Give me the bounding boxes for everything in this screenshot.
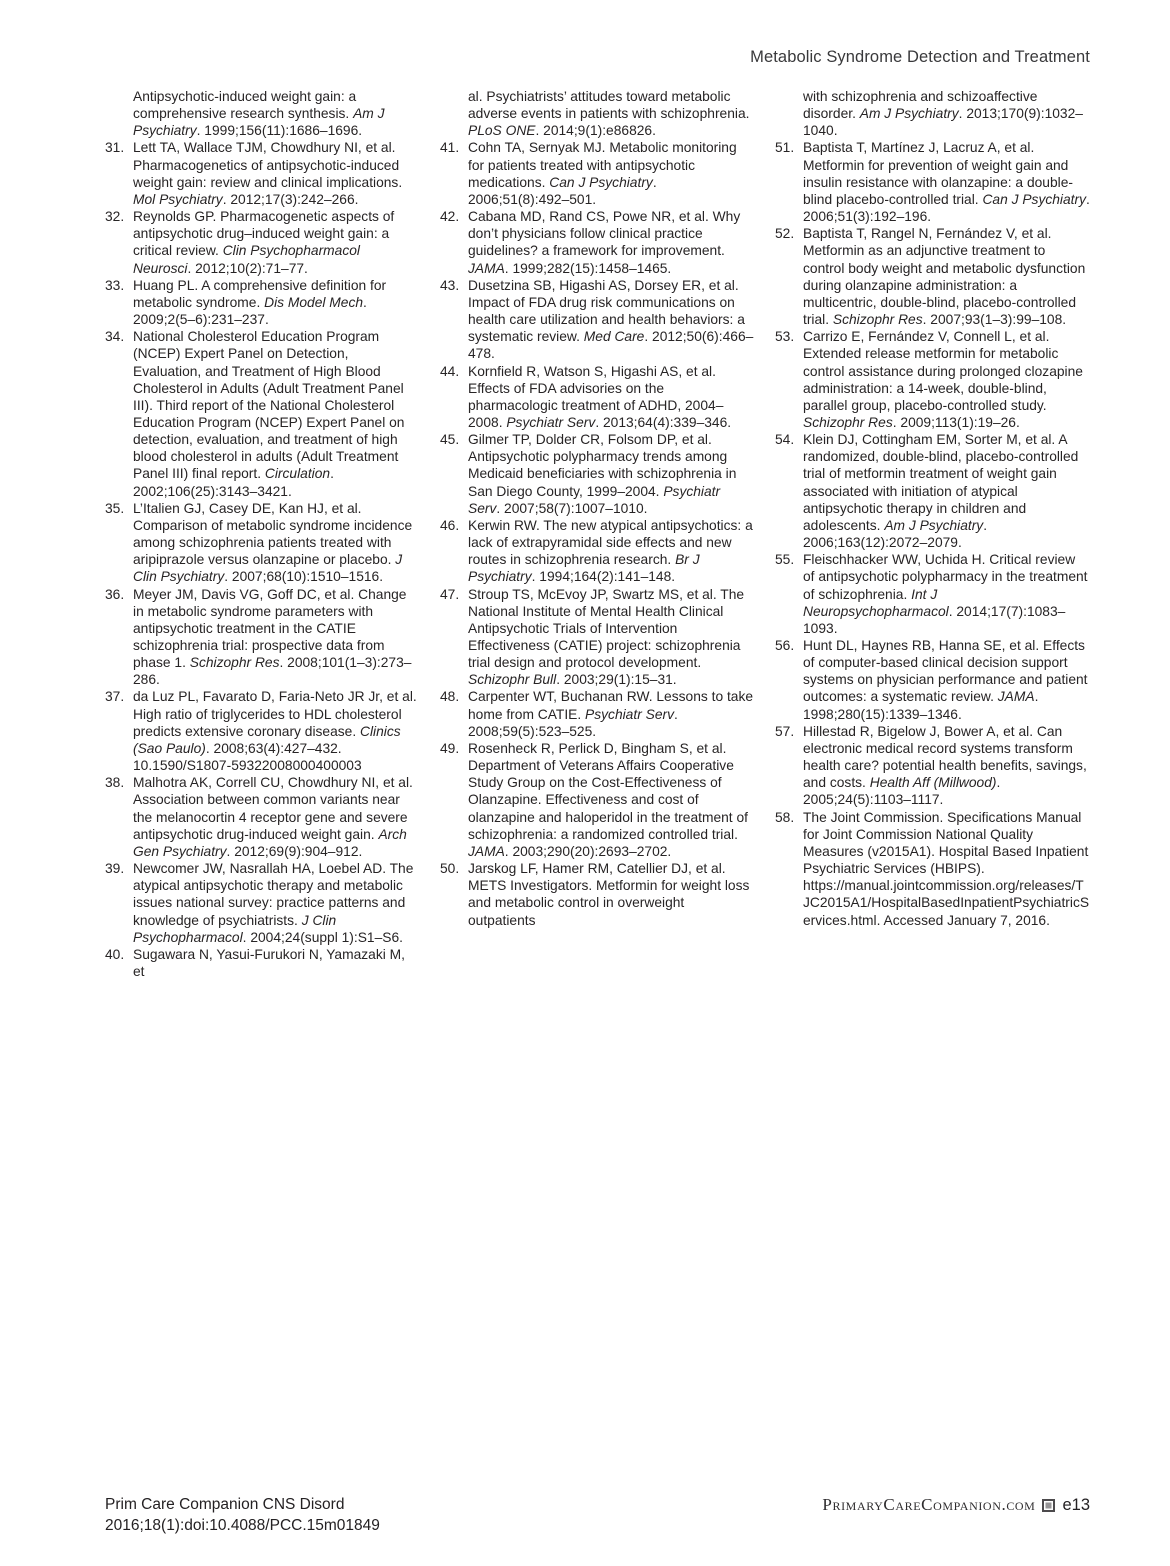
reference-number: 40.: [105, 946, 125, 962]
reference-item: [775, 139, 1090, 225]
reference-text: Hillestad R, Bigelow J, Bower A, et al. Can electronic medical record systems transform health care? potential health benefits, savings, and costs. Health Aff (Millwood). 2005;24(5):1103–1117.: [803, 723, 1087, 808]
reference-text: Meyer JM, Davis VG, Goff DC, et al. Change in metabolic syndrome parameters with antipsychotic treatment in the CATIE schizophrenia trial: prospective data from phase 1. Schizophr Res. 2008;101(1–3):273–286.: [133, 586, 412, 688]
reference-item: [775, 88, 1090, 139]
reference-number: [105, 88, 133, 139]
reference-item: [440, 277, 755, 363]
reference-number: 38.: [105, 775, 125, 791]
reference-text: Carrizo E, Fernández V, Connell L, et al. Extended release metformin for metabolic control assistance during prolonged clozapine administration: a 14-week, double-blind, parallel group, placebo-controlled study. Schizophr Res. 2009;113(1):19–26.: [803, 329, 1083, 430]
reference-item: [775, 723, 1090, 809]
references-section: [105, 88, 1090, 980]
reference-text: Newcomer JW, Nasrallah HA, Loebel AD. The atypical antipsychotic therapy and metabolic issues national survey: practice patterns and knowledge of psychiatrists. J Clin Psychopharmacol. 2004;24(suppl 1):S1–S6.: [133, 861, 414, 945]
reference-text: Reynolds GP. Pharmacogenetic aspects of antipsychotic drug–induced weight gain: a critical review. Clin Psychopharmacol Neurosci. 2012;10(2):71–77.: [133, 209, 395, 276]
reference-number: 45.: [440, 432, 460, 448]
reference-text: Rosenheck R, Perlick D, Bingham S, et al. Department of Veterans Affairs Cooperative Study Group on the Cost-Effectiveness of Olanzapine. Effectiveness and cost of olanzapine and haloperidol in the treatment of schizophrenia: a randomized controlled trial. JAMA. 2003;290(20):2693–2702.: [468, 740, 748, 859]
reference-item: [105, 208, 420, 277]
reference-item: [105, 500, 420, 586]
reference-item: [440, 860, 755, 929]
reference-item: [775, 431, 1090, 551]
references-column: [775, 88, 1090, 929]
reference-number: 41.: [440, 140, 460, 156]
reference-item: [775, 551, 1090, 637]
reference-item: [105, 88, 420, 139]
reference-item: [105, 586, 420, 689]
reference-number: 54.: [775, 432, 795, 448]
reference-item: [775, 809, 1090, 929]
reference-text: Huang PL. A comprehensive definition for metabolic syndrome. Dis Model Mech. 2009;2(5–6):231–237.: [133, 277, 387, 328]
reference-text: Baptista T, Martínez J, Lacruz A, et al. Metformin for prevention of weight gain and insulin resistance with olanzapine: a double-blind placebo-controlled trial. Can J Psychiatry. 2006;51(3):192–196.: [803, 140, 1090, 225]
footer-journal-doi: 2016;18(1):doi:10.4088/PCC.15m01849: [105, 1517, 380, 1534]
reference-item: [440, 688, 755, 739]
reference-number: [440, 88, 468, 139]
reference-number: 31.: [105, 140, 125, 156]
reference-text: Kerwin RW. The new atypical antipsychotics: a lack of extrapyramidal side effects and new routes in schizophrenia research. Br J Psychiatry. 1994;164(2):141–148.: [468, 517, 753, 585]
reference-number: 50.: [440, 861, 460, 877]
reference-number: 49.: [440, 740, 460, 756]
reference-text: L’Italien GJ, Casey DE, Kan HJ, et al. Comparison of metabolic syndrome incidence among schizophrenia patients treated with aripiprazole versus olanzapine or placebo. J Clin Psychiatry. 2007;68(10):1510–1516.: [133, 500, 413, 585]
reference-number: [775, 88, 803, 139]
reference-item: [440, 139, 755, 208]
reference-text: al. Psychiatrists’ attitudes toward metabolic adverse events in patients with schizophrenia. PLoS ONE. 2014;9(1):e86826.: [468, 89, 750, 139]
running-head-title: Metabolic Syndrome Detection and Treatment: [750, 48, 1090, 66]
reference-text: Stroup TS, McEvoy JP, Swartz MS, et al. The National Institute of Mental Health Clinical Antipsychotic Trials of Intervention Effectiveness (CATIE) project: schizophrenia trial design and protocol development. Schizophr Bull. 2003;29(1):15–31.: [468, 586, 745, 688]
reference-number: 43.: [440, 277, 460, 293]
reference-number: 51.: [775, 140, 795, 156]
reference-number: 48.: [440, 689, 460, 705]
filled-square-icon: [1042, 1499, 1055, 1512]
reference-item: [775, 637, 1090, 723]
reference-text: Sugawara N, Yasui-Furukori N, Yamazaki M, et: [133, 946, 405, 979]
reference-number: 34.: [105, 329, 125, 345]
reference-item: [775, 225, 1090, 328]
reference-number: 53.: [775, 329, 795, 345]
reference-item: [440, 517, 755, 586]
reference-item: [105, 774, 420, 860]
reference-text: Fleischhacker WW, Uchida H. Critical review of antipsychotic polypharmacy in the treatment of schizophrenia. Int J Neuropsychopharmacol. 2014;17(7):1083–1093.: [803, 552, 1088, 636]
reference-text: Lett TA, Wallace TJM, Chowdhury NI, et al. Pharmacogenetics of antipsychotic-induced weight gain: review and clinical implications. Mol Psychiatry. 2012;17(3):242–266.: [133, 140, 403, 207]
reference-number: 44.: [440, 363, 460, 379]
footer-journal-citation: [105, 1494, 380, 1536]
reference-text: with schizophrenia and schizoaffective disorder. Am J Psychiatry. 2013;170(9):1032–1040.: [803, 89, 1083, 139]
reference-number: 37.: [105, 689, 125, 705]
reference-text: Dusetzina SB, Higashi AS, Dorsey ER, et al. Impact of FDA drug risk communications on health care utilization and health behaviors: a systematic review. Med Care. 2012;50(6):466–478.: [468, 277, 754, 362]
reference-number: 56.: [775, 638, 795, 653]
reference-number: 58.: [775, 809, 795, 825]
reference-text: National Cholesterol Education Program (NCEP) Expert Panel on Detection, Evaluation, and Treatment of High Blood Cholesterol in Adults (Adult Treatment Panel III). Third report of the National Cholesterol Education Program (NCEP) Expert Panel on detection, evaluation, and treatment of high blood cholesterol in adults (Adult Treatment Panel III) final report. Circulation. 2002;106(25):3143–3421.: [133, 329, 405, 499]
reference-item: [105, 688, 420, 774]
reference-text: Baptista T, Rangel N, Fernández V, et al. Metformin as an adjunctive treatment to control body weight and metabolic dysfunction during olanzapine administration: a multicentric, double-blind, placebo-controlled trial. Schizophr Res. 2007;93(1–3):99–108.: [803, 226, 1086, 328]
reference-text: Hunt DL, Haynes RB, Hanna SE, et al. Effects of computer-based clinical decision support systems on physician performance and patient outcomes: a systematic review. JAMA. 1998;280(15):1339–1346.: [803, 638, 1088, 722]
reference-item: [105, 860, 420, 946]
reference-number: 32.: [105, 209, 125, 225]
reference-item: [440, 586, 755, 689]
reference-item: [440, 88, 755, 139]
reference-number: 36.: [105, 586, 125, 602]
reference-number: 46.: [440, 517, 460, 533]
references-column: [105, 88, 420, 980]
reference-text: Klein DJ, Cottingham EM, Sorter M, et al. A randomized, double-blind, placebo-controlled trial of metformin treatment of weight gain associated with initiation of atypical antipsychotic therapy in children and adolescents. Am J Psychiatry. 2006;163(12):2072–2079.: [803, 432, 1079, 551]
reference-text: Cohn TA, Sernyak MJ. Metabolic monitoring for patients treated with antipsychotic medications. Can J Psychiatry. 2006;51(8):492–501.: [468, 140, 737, 207]
reference-number: 35.: [105, 500, 125, 516]
footer-site-name: PrimaryCareCompanion.com: [822, 1495, 1036, 1514]
footer-journal-name: Prim Care Companion CNS Disord: [105, 1496, 345, 1513]
reference-number: 55.: [775, 552, 795, 568]
reference-text: da Luz PL, Favarato D, Faria-Neto JR Jr, et al. High ratio of triglycerides to HDL cholesterol predicts extensive coronary disease. Clinics (Sao Paulo). 2008;63(4):427–432. 10.1590/S1807-59322008000400003: [133, 689, 417, 774]
reference-number: 39.: [105, 861, 125, 877]
reference-text: Jarskog LF, Hamer RM, Catellier DJ, et al. METS Investigators. Metformin for weight loss and metabolic control in overweight outpatients: [468, 861, 750, 928]
footer-page-number: e13: [1062, 1495, 1090, 1514]
reference-item: [105, 328, 420, 500]
reference-text: Malhotra AK, Correll CU, Chowdhury NI, et al. Association between common variants near the melanocortin 4 receptor gene and severe antipsychotic drug-induced weight gain. Arch Gen Psychiatry. 2012;69(9):904–912.: [133, 775, 413, 859]
reference-number: 57.: [775, 723, 795, 739]
reference-number: 52.: [775, 226, 795, 242]
reference-item: [105, 139, 420, 208]
reference-item: [440, 431, 755, 517]
reference-number: 47.: [440, 586, 460, 602]
reference-item: [105, 277, 420, 328]
reference-text: Kornfield R, Watson S, Higashi AS, et al. Effects of FDA advisories on the pharmacologic treatment of ADHD, 2004–2008. Psychiatr Serv. 2013;64(4):339–346.: [468, 363, 732, 430]
reference-item: [775, 328, 1090, 431]
reference-text: Carpenter WT, Buchanan RW. Lessons to take home from CATIE. Psychiatr Serv. 2008;59(5):523–525.: [468, 689, 754, 739]
references-column: [440, 88, 755, 929]
reference-item: [440, 363, 755, 432]
reference-text: Gilmer TP, Dolder CR, Folsom DP, et al. Antipsychotic polypharmacy trends among Medicaid beneficiaries with schizophrenia in San Diego County, 1999–2004. Psychiatr Serv. 2007;58(7):1007–1010.: [468, 432, 737, 516]
reference-number: 33.: [105, 277, 125, 293]
reference-text: Antipsychotic-induced weight gain: a comprehensive research synthesis. Am J Psychiatry. 1999;156(11):1686–1696.: [133, 89, 385, 139]
reference-item: [440, 208, 755, 277]
reference-item: [105, 946, 420, 980]
reference-number: 42.: [440, 209, 460, 225]
reference-item: [440, 740, 755, 860]
reference-text: The Joint Commission. Specifications Manual for Joint Commission National Quality Measures (v2015A1). Hospital Based Inpatient Psychiatric Services (HBIPS). https://manual.jointcommission.org/releases/TJC2015A1/HospitalBasedInpatientPsychiatricServices.html. Accessed January 7, 2016.: [803, 809, 1090, 928]
footer-site-block: [822, 1495, 1090, 1515]
reference-text: Cabana MD, Rand CS, Powe NR, et al. Why don’t physicians follow clinical practice guidelines? a framework for improvement. JAMA. 1999;282(15):1458–1465.: [468, 209, 741, 276]
